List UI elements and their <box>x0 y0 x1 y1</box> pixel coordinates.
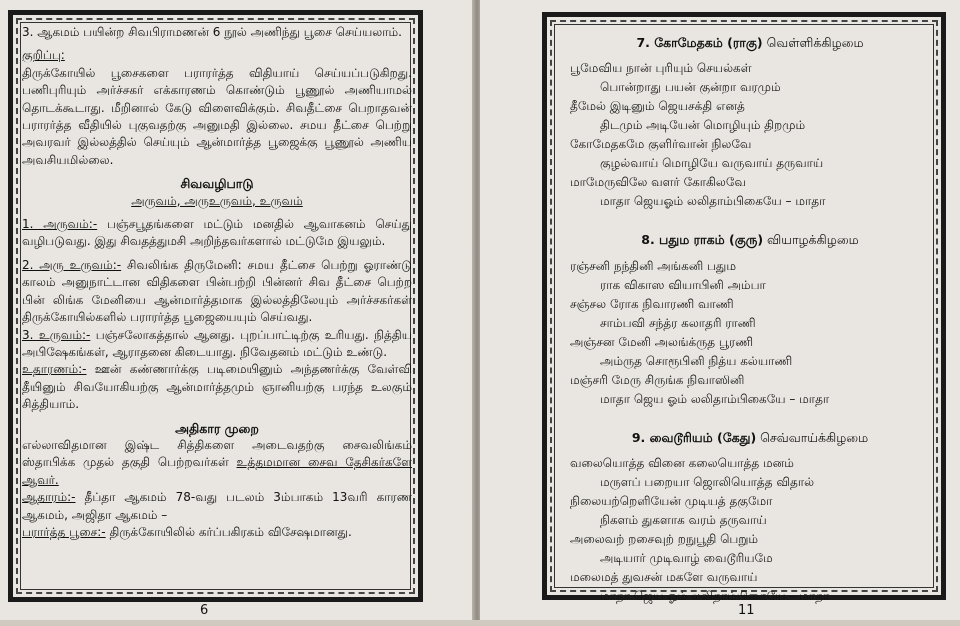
verse-line: அடியார் முடிவாழ் வைடூரியமே <box>600 551 773 566</box>
verse-line: திடமும் அடியேன் மொழியும் திறமும் <box>600 118 806 133</box>
left-page-content <box>22 24 412 541</box>
item-uruvam-label: 3. உருவம்:- <box>22 327 91 342</box>
verse-line: அலைவற் றசைவுற் றநுபூதி பெறும் <box>570 532 759 547</box>
verse-line: மலைமத் துவசன் மகளே வருவாய் <box>570 570 758 585</box>
page-number-right: 11 <box>738 603 755 618</box>
song-title-day: செவ்வாய்க்கிழமை <box>756 429 869 445</box>
left-page <box>0 0 474 620</box>
section-subtitle-forms: அருவம், அருஉருவம், உருவம் <box>131 193 303 208</box>
song-title <box>570 429 930 446</box>
verse-line: தீமேல் இடினும் ஜெயசக்தி எனத் <box>570 99 745 114</box>
item-aru-uruvam-label: 2. அரு உருவம்:- <box>22 257 122 272</box>
verse-line: சாம்பவி சந்த்ர கலாதரி ராணி <box>600 315 756 330</box>
pooja-label: பரார்த்த பூசை:- <box>22 524 106 539</box>
section-title-adhikara-murai: அதிகார முறை <box>175 420 259 436</box>
verse-line: அஞ்சன மேனி அலங்க்ருத பூரணி <box>570 334 754 349</box>
right-page-content <box>570 34 930 626</box>
song-title <box>570 34 930 51</box>
song-title-gem: 7. கோமேதகம் (ராகு) <box>636 35 763 50</box>
verse-line: அம்ருத சொரூபினி நித்ய கல்யாணி <box>600 353 793 368</box>
verse-line: மாதா ஜெயஓம் லலிதாம்பிகையே – மாதா <box>600 194 826 209</box>
verse-line: மாதா ஜெய ஓம் லலிதாம்பிகையே – மாதா <box>600 589 830 604</box>
verse-line: மாதா ஜெய ஓம் லலிதாம்பிகையே – மாதா <box>600 391 830 406</box>
example-label: உதாரணம்:- <box>22 362 87 377</box>
paragraph-ordination: 3. ஆகமம் பயின்ற சிவபிராமணன் 6 நூல் அணிந்து பூசை செய்யலாம். <box>22 25 402 39</box>
adhikara-text-b: உத்தமமான சைவ தேசிகர்களே ஆவர். <box>22 455 412 487</box>
item-aruvam-label: 1. அருவம்:- <box>22 217 98 232</box>
song-title <box>570 231 930 248</box>
song-gomedhakam <box>570 34 930 211</box>
source-label: ஆதாரம்:- <box>22 490 76 505</box>
song-title-day: வியாழக்கிழமை <box>763 232 859 248</box>
song-vaiduriyam <box>570 429 930 606</box>
verse-line: ரஞ்சனி நந்தினி அங்கனி பதும <box>570 258 736 273</box>
song-title-gem: 8. பதும ராகம் (குரு) <box>641 232 764 248</box>
item-aruvam <box>22 216 412 251</box>
verse-line: வலையொத்த வினை கலையொத்த மனம் <box>570 456 794 471</box>
verse-line: மருளப் பறையா ஜொலியொத்த விதால் <box>600 475 815 490</box>
song-title-gem: 9. வைடூரியம் (கேது) <box>631 429 757 445</box>
pooja-text: திருக்கோயிலில் கர்ப்பகிரகம் விசேஷமானது. <box>105 524 352 539</box>
item-uruvam-text: பஞ்சலோகத்தால் ஆனது. புறப்பாட்டிற்கு உரியது. நித்திய அபிஷேகங்கள், ஆராதனை கிடையாது. நிவேதனம் மட்டும் உண்டு. <box>22 327 412 359</box>
song-padhuma-ragam <box>570 231 930 408</box>
song-title-day: வெள்ளிக்கிழமை <box>762 35 864 50</box>
section-title-sivavazhipadu: சிவவழிபாடு <box>180 176 254 192</box>
pooja-paragraph <box>22 524 412 541</box>
source-paragraph <box>22 489 412 524</box>
verse-line: பொன்றாது பயன் குன்றா வரமும் <box>600 80 781 95</box>
verse-line: நிலையற்றெளியேன் முடியத் தகுமோ <box>570 494 773 509</box>
example-paragraph <box>22 361 412 413</box>
verse-line: பூமேவிய நான் புரியும் செயல்கள் <box>570 61 752 76</box>
item-aruvam-text: பஞ்சபூதங்களை மட்டும் மனதில் ஆவாகனம் செய்து வழிபடுவது. இது சிவதத்துமசி அறிந்தவர்களால் மட்டுமே இயலும். <box>22 217 412 249</box>
page-number-left: 6 <box>200 603 209 618</box>
item-uruvam <box>22 327 412 362</box>
verse-line: மஞ்சரி மேரு சிருங்க நிவாஸினி <box>570 372 745 387</box>
adhikara-text-a: எல்லாவிதமான இஷ்ட சித்திகளை அடைவதற்கு சைவலிங்கம் ஸ்தாபிக்க முதல் தகுதி பெற்றவர்கள் <box>22 437 412 470</box>
example-text: ஊன் கண்ணார்க்கு படிமையினும் அந்தணர்க்கு வேள்வி தீயினும் சிவயோகியற்கு ஆன்மார்த்தமும் ஞானியற்கு பரந்த உலகும் சித்தியாம். <box>22 362 412 412</box>
verse-line: குழல்வாய் மொழியே வருவாய் தருவாய் <box>600 156 824 171</box>
right-page <box>480 0 960 620</box>
verse-line: கோமேதகமே குளிர்வான் நிலவே <box>570 137 752 152</box>
source-text: தீப்தா ஆகமம் 78-வது படலம் 3ம்பாகம் 13வரி காரண ஆகமம், அஜிதா ஆகமம் – <box>22 490 412 522</box>
item-aru-uruvam-text: சிவலிங்க திருமேனி: சமய தீட்சை பெற்று ஓராண்டு காலம் அனுநாட்டான விதிகளை பின்பற்றி பின்னர் சிவ தீட்சை பெற்ற பின் லிங்க மேனியை ஆன்மார்த்தமாக இல்லத்திலேயும் அர்ச்சகர்கள் திருக்கோயில்களில் பராரர்த்த பூஜையையும் செய்வது. <box>22 257 412 325</box>
verse-line: நிகளம் துகளாக வரம் தருவாய் <box>600 513 767 528</box>
adhikara-paragraph <box>22 437 412 489</box>
item-aru-uruvam <box>22 257 412 327</box>
verse-line: சஞ்சல ரோக நிவாரணி வாணி <box>570 296 734 311</box>
note-label: குறிப்பு: <box>22 48 65 63</box>
verse-line: ராக விகாஸ வியாபினி அம்பா <box>600 277 766 292</box>
note-text: திருக்கோயில் பூசைகளை பராரர்த்த விதியாய் செய்யப்படுகிறது. பணிபுரியும் அர்ச்சகர் எக்காரணம் கொண்டும் பூணூல் அணியாமல் தொடக்கூடாது. மீறினால் கேடு விளைவிக்கும். சிவதீட்சை பெறாதவன் பராரர்த்த வீதியில் புகுவதற்கு அனுமதி இல்லை. சமய தீட்சை பெற்று அவரவர் இல்லத்தில் செய்யும் ஆன்மார்த்த பூஜைக்கு பூணூல் அணிய அவசியமில்லை. <box>22 65 412 167</box>
verse-line: மாமேருவிலே வளர் கோகிலவே <box>570 175 746 190</box>
